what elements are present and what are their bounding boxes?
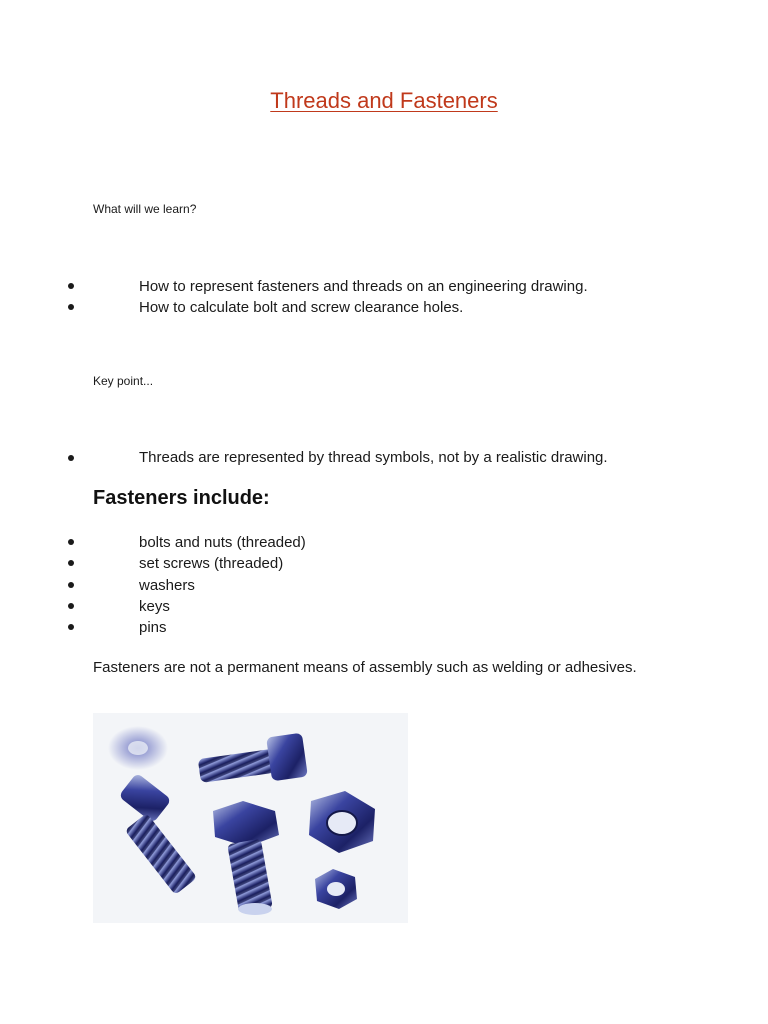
hex-nut-large bbox=[309, 791, 375, 853]
bullet-icon bbox=[68, 603, 74, 609]
closing-paragraph: Fasteners are not a permanent means of assembly such as welding or adhesives. bbox=[93, 659, 637, 676]
bullet-icon bbox=[68, 455, 74, 461]
page-title: Threads and Fasteners bbox=[270, 88, 498, 113]
bolts-and-nuts-photo bbox=[93, 713, 408, 923]
bolt-diagonal-left bbox=[118, 773, 197, 895]
fasteners-list bbox=[0, 532, 768, 638]
bullet-icon bbox=[68, 624, 74, 630]
bullet-icon bbox=[68, 539, 74, 545]
list-item: washers bbox=[0, 575, 768, 596]
bolt-horizontal bbox=[198, 733, 308, 783]
learn-list bbox=[0, 276, 768, 319]
list-item: Threads are represented by thread symbols, not by a realistic drawing. bbox=[0, 448, 768, 468]
learn-label: What will we learn? bbox=[93, 202, 197, 216]
bullet-icon bbox=[68, 283, 74, 289]
hex-nut-small bbox=[315, 869, 357, 909]
list-item: bolts and nuts (threaded) bbox=[0, 532, 768, 553]
fasteners-heading: Fasteners include: bbox=[93, 487, 270, 509]
bolt-vertical-center bbox=[213, 801, 279, 915]
list-item: How to calculate bolt and screw clearance holes. bbox=[0, 297, 768, 318]
list-item: set screws (threaded) bbox=[0, 553, 768, 574]
bullet-icon bbox=[68, 582, 74, 588]
key-point-list bbox=[0, 448, 768, 468]
bolts-and-nuts-illustration bbox=[93, 713, 408, 923]
list-item: How to represent fasteners and threads on an engineering drawing. bbox=[0, 276, 768, 297]
list-item: pins bbox=[0, 617, 768, 638]
key-point-label: Key point... bbox=[93, 374, 154, 388]
bullet-icon bbox=[68, 304, 74, 310]
bullet-icon bbox=[68, 560, 74, 566]
list-item: keys bbox=[0, 596, 768, 617]
